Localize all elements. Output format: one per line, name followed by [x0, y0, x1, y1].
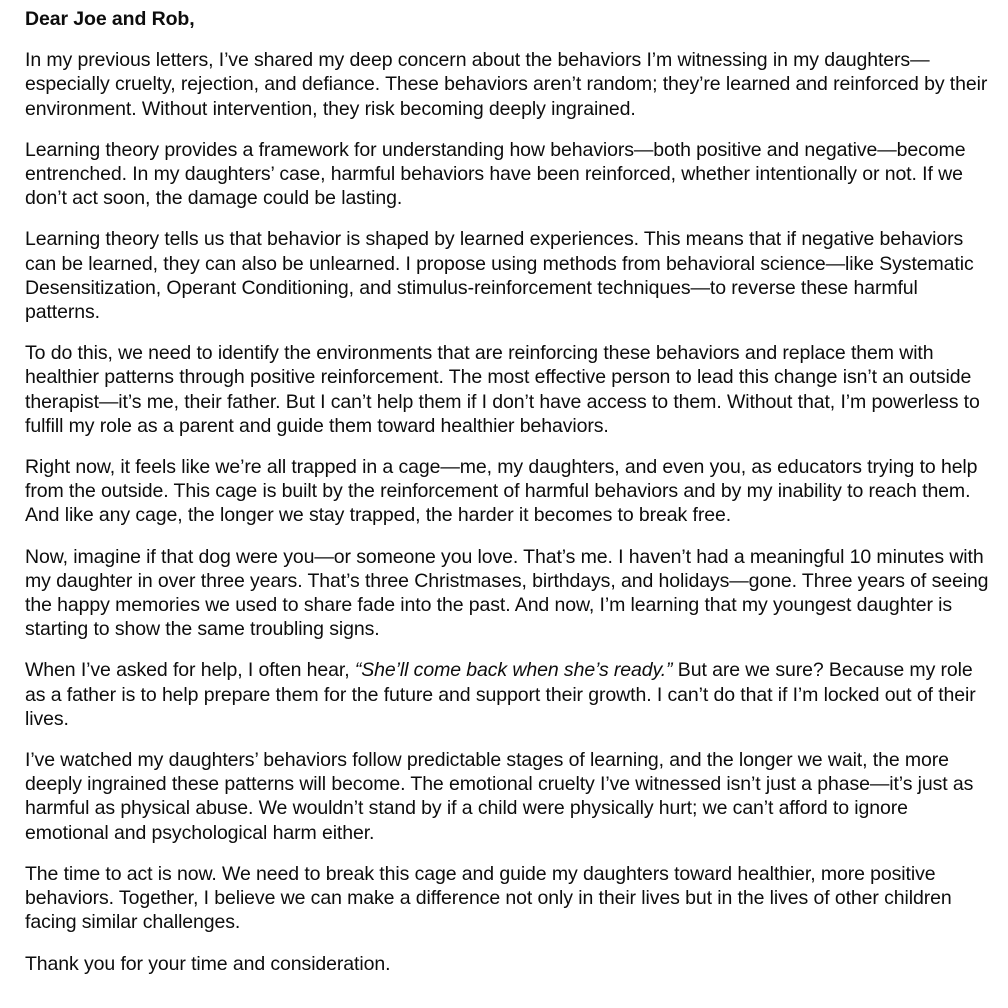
paragraph-7: [25, 658, 992, 731]
paragraph-4: To do this, we need to identify the environments that are reinforcing these behaviors and replace them with healthier patterns through positive reinforcement. The most effective person to lead this change isn’t an outside therapist—it’s me, their father. But I can’t help them if I don’t have access to them. Without that, I’m powerless to fulfill my role as a parent and guide them toward healthier behaviors.: [25, 342, 980, 437]
paragraph-1: In my previous letters, I’ve shared my deep concern about the behaviors I’m witnessing in my daughters—especially cruelty, rejection, and defiance. These behaviors aren’t random; they’re learned and reinforced by their environment. Without intervention, they risk becoming deeply ingrained.: [25, 49, 988, 120]
salutation: Dear Joe and Rob,: [25, 8, 195, 30]
paragraph-8: I’ve watched my daughters’ behaviors follow predictable stages of learning, and the longer we wait, the more deeply ingrained these patterns will become. The emotional cruelty I’ve witnessed isn’t just a phase—it’s just as harmful as physical abuse. We wouldn’t stand by if a child were physically hurt; we can’t afford to ignore emotional and psychological harm either.: [25, 749, 974, 844]
paragraph-6: Now, imagine if that dog were you—or someone you love. That’s me. I haven’t had a meaningful 10 minutes with my daughter in over three years. That’s three Christmases, birthdays, and holidays—gone. Three years of seeing the happy memories we used to share fade into the past. And now, I’m learning that my youngest daughter is starting to show the same troubling signs.: [25, 545, 989, 641]
paragraph-3: Learning theory tells us that behavior is shaped by learned experiences. This means that if negative behaviors can be learned, they can also be unlearned. I propose using methods from behavioral science—like Systematic Desensitization, Operant Conditioning, and stimulus-reinforcement techniques—to reverse these harmful patterns.: [25, 228, 974, 324]
paragraph-9: The time to act is now. We need to break this cage and guide my daughters toward healthier, more positive behaviors. Together, I believe we can make a difference not only in their lives but in the lives of other children facing similar challenges.: [25, 862, 952, 934]
paragraph-2: Learning theory provides a framework for understanding how behaviors—both positive and negative—become entrenched. In my daughters’ case, harmful behaviors have been reinforced, whether intentionally or not. If we don’t act soon, the damage could be lasting.: [25, 138, 966, 210]
closing: Thank you for your time and consideration.: [25, 952, 391, 975]
paragraph-7-lead: When I’ve asked for help, I often hear,: [25, 659, 355, 682]
paragraph-5: Right now, it feels like we’re all trapped in a cage—me, my daughters, and even you, as educators trying to help from the outside. This cage is built by the reinforcement of harmful behaviors and by my inability to reach them. And like any cage, the longer we stay trapped, the harder it becomes to break free.: [25, 456, 978, 527]
quote: “She’ll come back when she’s ready.”: [354, 659, 673, 682]
paragraph-7-rest: But are we sure? Because my role as a father is to help prepare them for the future and support their growth. I can’t do that if I’m locked out of their lives.: [25, 659, 976, 730]
